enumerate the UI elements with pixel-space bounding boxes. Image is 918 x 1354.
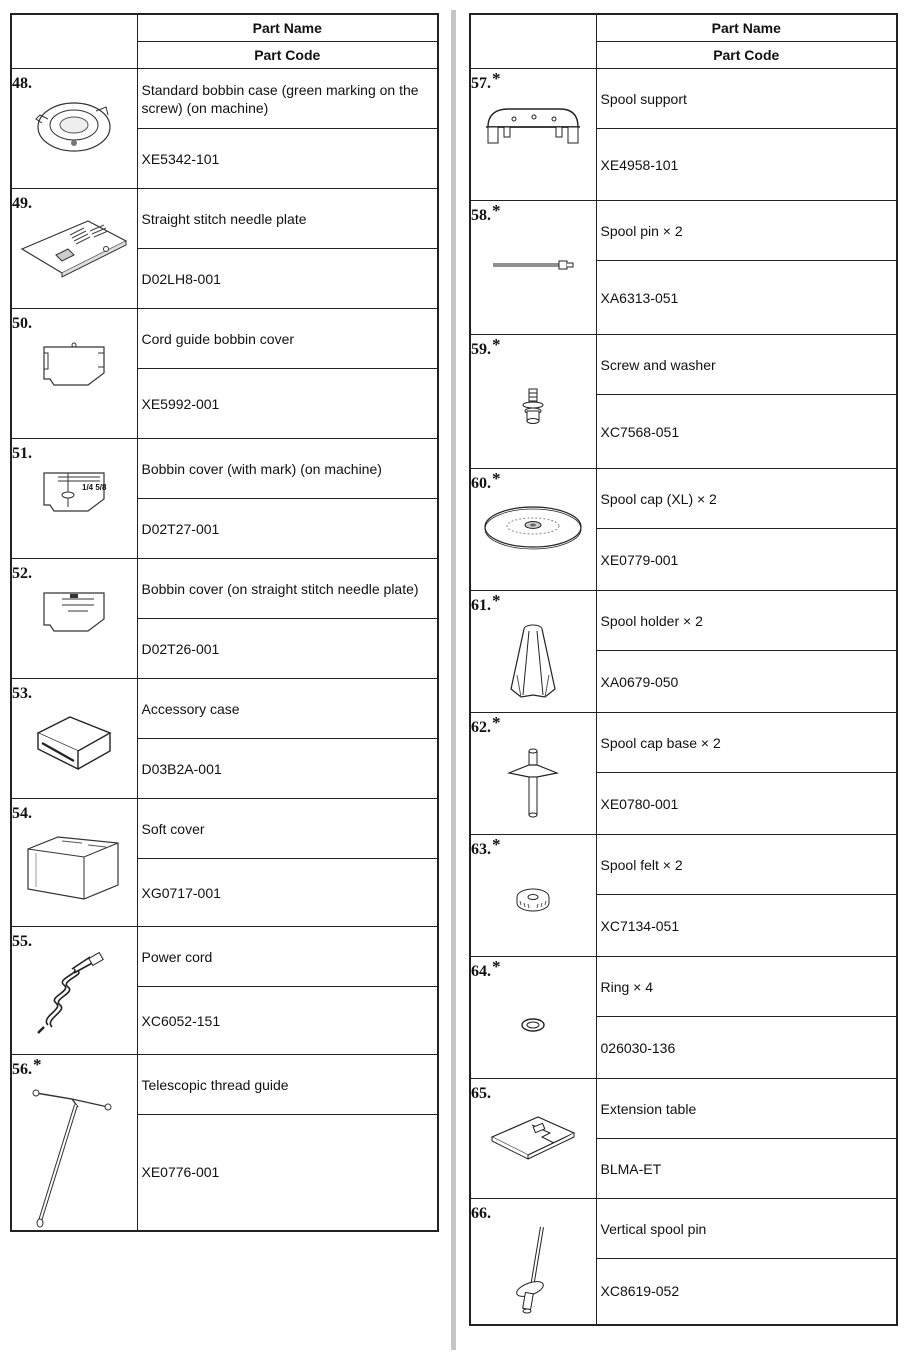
parts-table-right: [469, 13, 898, 1326]
item-66-name: Vertical spool pin: [596, 1199, 897, 1259]
item-56-code: XE0776-001: [137, 1115, 438, 1231]
item-number: 48.: [12, 75, 32, 92]
item-61-cell: 61.*: [470, 591, 596, 713]
item-59-name: Screw and washer: [596, 335, 897, 395]
header-blank: [11, 14, 137, 69]
item-number: 54.: [12, 805, 32, 822]
item-55-code: XC6052-151: [137, 987, 438, 1055]
item-number: 55.: [12, 933, 32, 950]
item-49-code: D02LH8-001: [137, 249, 438, 309]
item-50-code: XE5992-001: [137, 369, 438, 439]
item-52-name: Bobbin cover (on straight stitch needle plate): [137, 559, 438, 619]
header-part-name: Part Name: [137, 14, 438, 42]
item-51-code: D02T27-001: [137, 499, 438, 559]
item-57-code: XE4958-101: [596, 129, 897, 201]
item-54-name: Soft cover: [137, 799, 438, 859]
item-60-code: XE0779-001: [596, 529, 897, 591]
item-number: 52.: [12, 565, 32, 582]
item-number: 51.: [12, 445, 32, 462]
item-66-code: XC8619-052: [596, 1259, 897, 1325]
power-cord-icon: [34, 951, 114, 1041]
item-number: 58.: [471, 207, 491, 224]
item-48-cell: [11, 69, 137, 189]
item-58-cell: 58.*: [470, 201, 596, 335]
thread-guide-icon: [26, 1079, 122, 1229]
item-57-name: Spool support: [596, 69, 897, 129]
item-49-name: Straight stitch needle plate: [137, 189, 438, 249]
item-56-cell: 56.*: [11, 1055, 137, 1231]
bobbin-cover-straight-icon: [38, 583, 110, 647]
accessory-case-icon: [32, 703, 116, 779]
item-52-code: D02T26-001: [137, 619, 438, 679]
item-number: 57.: [471, 75, 491, 92]
item-63-code: XC7134-051: [596, 895, 897, 957]
item-54-code: XG0717-001: [137, 859, 438, 927]
bobbin-case-icon: [34, 93, 114, 159]
item-62-cell: 62.*: [470, 713, 596, 835]
header-part-code: Part Code: [137, 42, 438, 69]
item-55-name: Power cord: [137, 927, 438, 987]
spool-pin-icon: [483, 225, 583, 305]
item-53-name: Accessory case: [137, 679, 438, 739]
item-59-cell: 59.*: [470, 335, 596, 469]
item-63-cell: 63.*: [470, 835, 596, 957]
ring-icon: [513, 981, 553, 1061]
item-59-code: XC7568-051: [596, 395, 897, 469]
item-number: 60.: [471, 475, 491, 492]
item-number: 59.: [471, 341, 491, 358]
item-61-code: XA0679-050: [596, 651, 897, 713]
spool-holder-icon: [503, 615, 563, 705]
item-64-name: Ring × 4: [596, 957, 897, 1017]
soft-cover-icon: [22, 823, 126, 907]
item-62-code: XE0780-001: [596, 773, 897, 835]
item-58-code: XA6313-051: [596, 261, 897, 335]
item-number: 61.: [471, 597, 491, 614]
item-51-cell: [11, 439, 137, 559]
item-number: 50.: [12, 315, 32, 332]
spool-support-icon: [478, 93, 588, 159]
item-65-name: Extension table: [596, 1079, 897, 1139]
item-number: 49.: [12, 195, 32, 212]
header-blank: [470, 14, 596, 69]
plate-mark-label: 1/4 5/8: [82, 483, 107, 492]
extension-table-icon: [488, 1103, 578, 1173]
item-54-cell: [11, 799, 137, 927]
item-53-cell: [11, 679, 137, 799]
item-65-code: BLMA-ET: [596, 1139, 897, 1199]
vertical-spool-pin-icon: [498, 1223, 568, 1323]
item-56-name: Telescopic thread guide: [137, 1055, 438, 1115]
item-58-name: Spool pin × 2: [596, 201, 897, 261]
item-48-name: Standard bobbin case (green marking on the screw) (on machine): [137, 69, 438, 129]
item-52-cell: [11, 559, 137, 679]
item-63-name: Spool felt × 2: [596, 835, 897, 895]
header-part-code: Part Code: [596, 42, 897, 69]
item-61-name: Spool holder × 2: [596, 591, 897, 651]
column-divider: [451, 10, 456, 1350]
spool-cap-icon: [478, 493, 588, 563]
item-number: 66.: [471, 1205, 491, 1222]
item-number: 56.: [12, 1061, 32, 1078]
item-number: 53.: [12, 685, 32, 702]
item-50-cell: [11, 309, 137, 439]
spool-cap-base-icon: [503, 737, 563, 827]
item-53-code: D03B2A-001: [137, 739, 438, 799]
item-60-cell: 60.*: [470, 469, 596, 591]
spool-felt-icon: [508, 859, 558, 939]
item-64-code: 026030-136: [596, 1017, 897, 1079]
item-50-name: Cord guide bobbin cover: [137, 309, 438, 369]
item-49-cell: [11, 189, 137, 309]
item-51-name: Bobbin cover (with mark) (on machine): [137, 439, 438, 499]
item-62-name: Spool cap base × 2: [596, 713, 897, 773]
item-65-cell: [470, 1079, 596, 1199]
item-57-cell: 57.*: [470, 69, 596, 201]
header-part-name: Part Name: [596, 14, 897, 42]
item-64-cell: 64.*: [470, 957, 596, 1079]
item-60-name: Spool cap (XL) × 2: [596, 469, 897, 529]
item-number: 62.: [471, 719, 491, 736]
cord-guide-cover-icon: [38, 333, 110, 397]
needle-plate-icon: [18, 213, 130, 279]
item-55-cell: [11, 927, 137, 1055]
item-number: 63.: [471, 841, 491, 858]
item-number: 64.: [471, 963, 491, 980]
item-66-cell: [470, 1199, 596, 1325]
parts-table-left: [10, 13, 439, 1232]
item-number: 65.: [471, 1085, 491, 1102]
item-48-code: XE5342-101: [137, 129, 438, 189]
bobbin-cover-mark-icon: [38, 463, 110, 527]
screw-washer-icon: [513, 359, 553, 449]
